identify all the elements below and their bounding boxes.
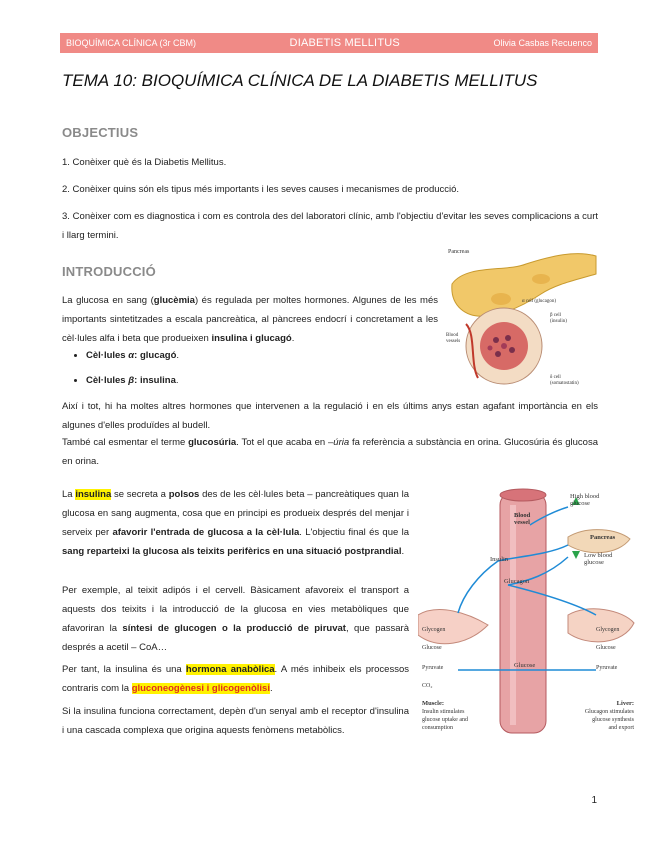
liver-text-3: and export [608, 725, 634, 731]
objectiu-3: 3. Conèixer com es diagnostica i com es controla des del laboratori clínic, amb l'objectiu d'evitar les seves complicacions a curt i llarg termini. [62, 211, 598, 241]
muscle-co2-label: CO₂ [422, 683, 433, 689]
objectiu-1: 1. Conèixer què és la Diabetis Mellitus. [62, 157, 227, 168]
beta-cell-sublabel: (insulin) [550, 319, 567, 324]
blood-vessels-sublabel: vessels [446, 339, 461, 344]
liver-pyruvate-label: Pyruvate [596, 665, 618, 671]
muscle-glycogen-label: Glycogen [422, 627, 446, 633]
glucagon-label: Glucagon [504, 578, 530, 585]
pancreas-figure [446, 244, 598, 392]
muscle-title: Muscle: [422, 700, 445, 707]
blood-vessel-label: Blood [514, 512, 531, 519]
low-glucose-label: Low blood [584, 552, 613, 559]
insulina-paragraph-2: Per exemple, al teixit adipós i el cervell. Bàsicament afavoreix el transport a aquests dos teixits i la introducció de la glucosa en vies metabòliques que afavoriran la síntesi de glucogen o la producció de piruvat, que passarà després a acetil – CoA… [62, 585, 409, 653]
cell-type-list [62, 346, 438, 390]
liver-title: Liver: [616, 700, 634, 707]
vessel-glucose-label: Glucose [514, 662, 536, 669]
liver-text-1: Glucagon stimulates [584, 709, 634, 715]
page-number: 1 [591, 795, 597, 806]
insulina-paragraph-4: Si la insulina funciona correctament, depèn d'un senyal amb el receptor d'insulina i una cascada complexa que origina aquests fenòmens metabòlics. [62, 706, 409, 736]
blood-vessel-sublabel: vessel [514, 519, 530, 526]
insulina-paragraph-1: La insulina se secreta a polsos des de les cèl·lules beta – pancreàtiques quan la glucosa en sang augmenta, cosa que en principi es produeix després del menjar i serveix per afavorir l'entrada de glucosa a la cèl·lula. L'objectiu final és que la sang reparteixi la glucosa als teixits perifèrics en una situació postprandial. [62, 489, 409, 557]
liver-glucose-label: Glucose [596, 645, 616, 651]
objectiu-2: 2. Conèixer quins són els tipus més importants i les seves causes i mecanismes de producció. [62, 184, 460, 195]
vessel-pancreas-label: Pancreas [590, 534, 616, 541]
header-topic: DIABETIS MELLITUS [289, 37, 400, 49]
alpha-cell-label: α cell (glucagon) [522, 299, 556, 304]
muscle-text-3: consumption [422, 725, 453, 731]
header-author: Olivia Casbas Recuenco [493, 38, 592, 48]
low-glucose-sublabel: glucose [584, 559, 604, 566]
high-glucose-sublabel: glucose [570, 500, 590, 507]
document-title: TEMA 10: BIOQUÍMICA CLÍNICA DE LA DIABETIS MELLITUS [62, 71, 538, 90]
intro-paragraph-3: També cal esmentar el terme glucosúria. Tot el que acaba en –úria fa referència a substància en orina. Glucosúria és glucosa en orina. [62, 437, 599, 467]
introduccio-heading: INTRODUCCIÓ [62, 264, 156, 279]
insulin-label: Insulin [490, 556, 509, 563]
intro-paragraph-1: La glucosa en sang (glucèmia) és regulada per moltes hormones. Algunes de les més importants sintetitzades a escala pancreàtica, al pàncrees endocrí i concretament a les cèl·lules alfa i beta que produeixen insulina i glucagó. [62, 295, 438, 344]
beta-cell-label: β cell [550, 313, 562, 318]
high-glucose-label: High blood [570, 493, 600, 500]
page-header [60, 33, 598, 53]
liver-glycogen-label: Glycogen [596, 627, 620, 633]
list-item: • Cèl·lules α: glucagó. [86, 346, 438, 365]
glucose-regulation-diagram [418, 485, 638, 743]
intro-paragraph-2: Així i tot, hi ha moltes altres hormones que intervenen a la regulació i en els últims anys estan agafant importància en els algunes d'elles produïdes al budell. [62, 401, 598, 431]
pancreas-label: Pancreas [448, 249, 470, 255]
delta-cell-sublabel: (somatostatin) [550, 381, 579, 386]
muscle-pyruvate-label: Pyruvate [422, 665, 444, 671]
objectius-heading: OBJECTIUS [62, 125, 139, 140]
muscle-glucose-label: Glucose [422, 645, 442, 651]
muscle-text-2: glucose uptake and [422, 717, 468, 723]
liver-text-2: glucose synthesis [592, 717, 634, 723]
blood-vessels-label: Blood [446, 333, 459, 338]
list-item: • Cèl·lules β: insulina. [86, 371, 438, 390]
insulina-paragraph-3: Per tant, la insulina és una hormona anabòlica. A més inhibeix els processos contraris com la gluconeogènesi i glicogenòlisi. [62, 664, 409, 694]
delta-cell-label: δ cell [550, 375, 561, 380]
header-course: BIOQUÍMICA CLÍNICA (3r CBM) [66, 38, 197, 48]
muscle-text-1: Insulin stimulates [422, 709, 465, 715]
